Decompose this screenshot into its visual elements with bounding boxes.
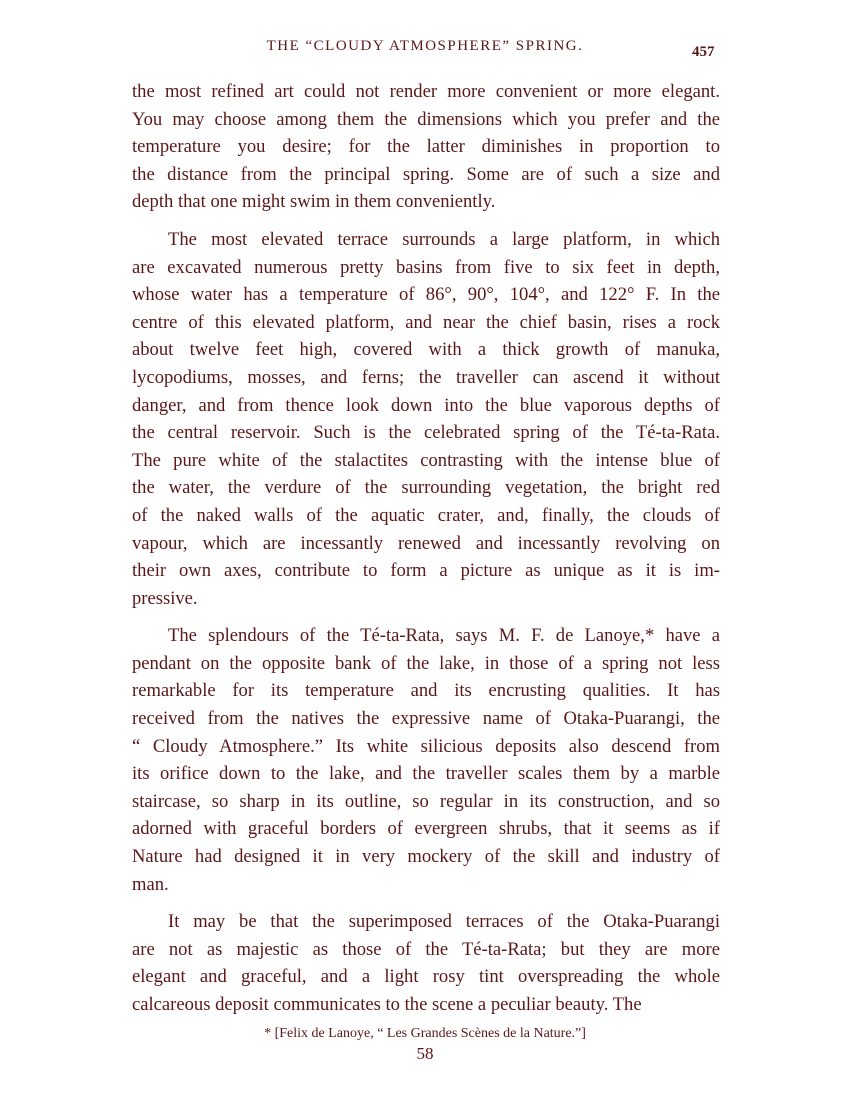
text-line: its orifice down to the lake, and the traveller scales them by a marble [132,763,720,785]
text-line: “ Cloudy Atmosphere.” Its white silicious deposits also descend from [132,735,720,757]
text-line: the most refined art could not render more convenient or more elegant. [132,81,720,102]
text-line: pendant on the opposite bank of the lake, in those of a spring not less [132,652,720,674]
paragraph-gap [132,612,720,622]
text-line: remarkable for its temperature and its encrusting qualities. It has [132,680,720,702]
text-line: Nature had designed it in very mockery of the skill and industry of [132,846,720,868]
text-line: temperature you desire; for the latter diminishes in proportion to [132,136,720,158]
text-line: of the naked walls of the aquatic crater, and, finally, the clouds of [132,504,720,526]
body-text [132,78,720,1019]
text-line: elegant and graceful, and a light rosy tint overspreading the whole [132,966,720,988]
text-line: whose water has a temperature of 86°, 90°, 104°, and 122° F. In the [132,284,720,306]
footnote: * [Felix de Lanoye, “ Les Grandes Scènes de la Nature.”] [264,1026,586,1041]
page-number: 457 [692,44,715,60]
running-head: THE “CLOUDY ATMOSPHERE” SPRING. [266,38,584,54]
signature-mark: 58 [416,1044,434,1063]
text-line: pressive. [132,587,198,609]
text-line: depth that one might swim in them conveniently. [132,191,496,213]
text-line: The pure white of the stalactites contrasting with the intense blue of [132,449,720,471]
paragraph-gap [132,898,720,908]
paragraph [132,78,720,216]
text-line: It may be that the superimposed terraces of the Otaka-Puarangi [168,911,720,933]
paragraph [132,622,720,898]
paragraph [132,908,720,1018]
text-line: their own axes, contribute to form a picture as unique as it is im- [132,560,720,582]
text-line: man. [132,873,169,895]
text-line: adorned with graceful borders of evergreen shrubs, that it seems as if [132,818,720,840]
text-line: calcareous deposit communicates to the scene a peculiar beauty. The [132,994,642,1015]
text-line: are not as majestic as those of the Té-ta-Rata; but they are more [132,938,720,960]
text-line: You may choose among them the dimensions which you prefer and the [132,108,720,130]
text-line: the distance from the principal spring. Some are of such a size and [132,163,720,185]
text-line: danger, and from thence look down into the blue vaporous depths of [132,394,720,416]
text-line: staircase, so sharp in its outline, so regular in its construction, and so [132,790,720,812]
text-line: the central reservoir. Such is the celebrated spring of the Té-ta-Rata. [132,422,720,444]
text-line: The splendours of the Té-ta-Rata, says M. F. de Lanoye,* have a [168,625,720,647]
text-line: the water, the verdure of the surrounding vegetation, the bright red [132,477,720,499]
text-line: received from the natives the expressive name of Otaka-Puarangi, the [132,708,720,730]
text-line: about twelve feet high, covered with a thick growth of manuka, [132,339,720,361]
text-line: lycopodiums, mosses, and ferns; the traveller can ascend it without [132,366,720,388]
text-line: are excavated numerous pretty basins from five to six feet in depth, [132,256,720,278]
text-line: centre of this elevated platform, and near the chief basin, rises a rock [132,311,720,333]
text-line: vapour, which are incessantly renewed and incessantly revolving on [132,532,720,554]
paragraph-gap [132,216,720,226]
paragraph [132,226,720,612]
text-line: The most elevated terrace surrounds a large platform, in which [168,228,720,250]
